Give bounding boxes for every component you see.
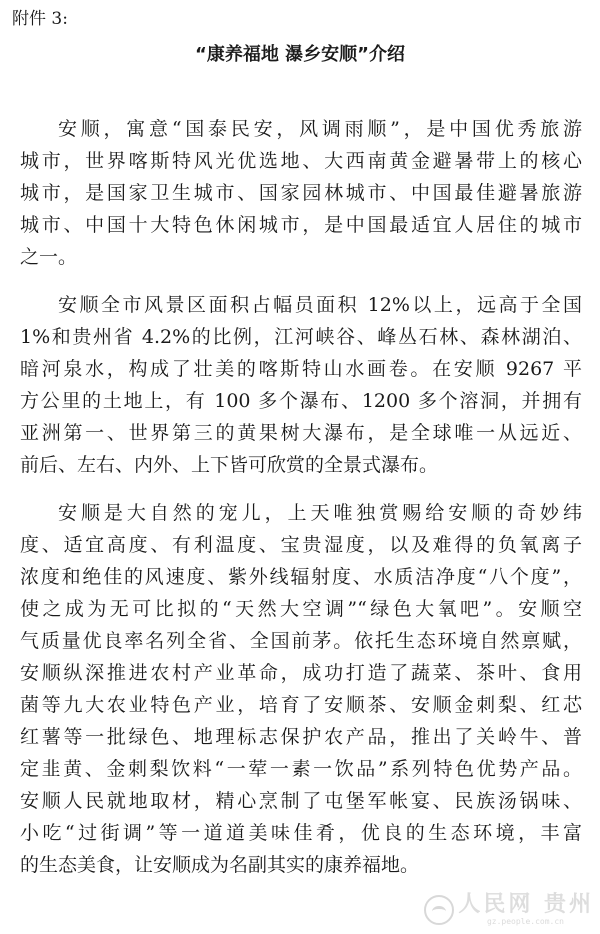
paragraph-line: 安顺全市风景区面积占幅员面积 12%以上，远高于全国 [58, 294, 582, 316]
paragraph-scenery [20, 289, 582, 481]
watermark-text: 人民网 贵州 [458, 892, 594, 917]
paragraph-line: 度、适宜高度、有利温度、宝贵湿度，以及难得的负氧离子 [20, 534, 582, 556]
paragraph-line: 红薯等一批绿色、地理标志保护农产品，推出了关岭牛、普 [20, 726, 582, 748]
paragraph-line: 安顺，寓意“国泰民安，风调雨顺”，是中国优秀旅游 [58, 118, 582, 140]
paragraph-line: 方公里的土地上，有 100 多个瀑布、1200 多个溶洞，并拥有 [20, 390, 582, 412]
watermark-text-block [458, 893, 594, 926]
paragraph-line: 小吃“过街调”等一道道美味佳肴，优良的生态环境，丰富 [20, 822, 582, 844]
paragraph-ecology [20, 497, 582, 881]
paragraph-line: 使之成为无可比拟的“天然大空调”“绿色大氧吧”。安顺空 [20, 598, 582, 620]
paragraph-line: 菌等九大农业特色产业，培育了安顺茶、安顺金刺梨、红芯 [20, 694, 582, 716]
watermark [424, 893, 594, 926]
paragraph-line: 前后、左右、内外、上下皆可欣赏的全景式瀑布。 [20, 454, 439, 476]
paragraph-line: 城市，是国家卫生城市、国家园林城市、中国最佳避暑旅游 [20, 182, 582, 204]
paragraph-line: 亚洲第一、世界第三的黄果树大瀑布，是全球唯一从远近、 [20, 422, 582, 444]
paragraph-line: 的生态美食，让安顺成为名副其实的康养福地。 [20, 854, 420, 876]
paragraph-line: 安顺纵深推进农村产业革命，成功打造了蔬菜、茶叶、食用 [20, 662, 582, 684]
attachment-label: 附件 3: [12, 9, 68, 29]
paragraph-line: 浓度和绝佳的风速度、紫外线辐射度、水质洁净度“八个度”， [20, 566, 582, 588]
paragraph-line: 安顺人民就地取材，精心烹制了屯堡军帐宴、民族汤锅味、 [20, 790, 582, 812]
paragraph-line: 定韭黄、金刺梨饮料“一荤一素一饮品”系列特色优势产品。 [20, 758, 582, 780]
document-title: “康养福地 瀑乡安顺”介绍 [195, 44, 405, 65]
paragraph-line: 1%和贵州省 4.2%的比例，江河峡谷、峰丛石林、森林湖泊、 [20, 326, 582, 348]
paragraph-line: 之一。 [20, 246, 78, 268]
paragraph-line: 城市、中国十大特色休闲城市，是中国最适宜人居住的城市 [20, 214, 582, 236]
paragraph-line: 安顺是大自然的宠儿，上天唯独赏赐给安顺的奇妙纬 [58, 502, 582, 524]
paragraph-line: 暗河泉水，构成了壮美的喀斯特山水画卷。在安顺 9267 平 [20, 358, 582, 380]
paragraph-line: 气质量优良率名列全省、全国前茅。依托生态环境自然禀赋， [20, 630, 582, 652]
people-net-logo-icon [424, 895, 454, 925]
paragraph-line: 城市，世界喀斯特风光优选地、大西南黄金避暑带上的核心 [20, 150, 582, 172]
paragraph-overview [20, 113, 582, 273]
watermark-url: gz.people.com.cn [486, 917, 564, 926]
